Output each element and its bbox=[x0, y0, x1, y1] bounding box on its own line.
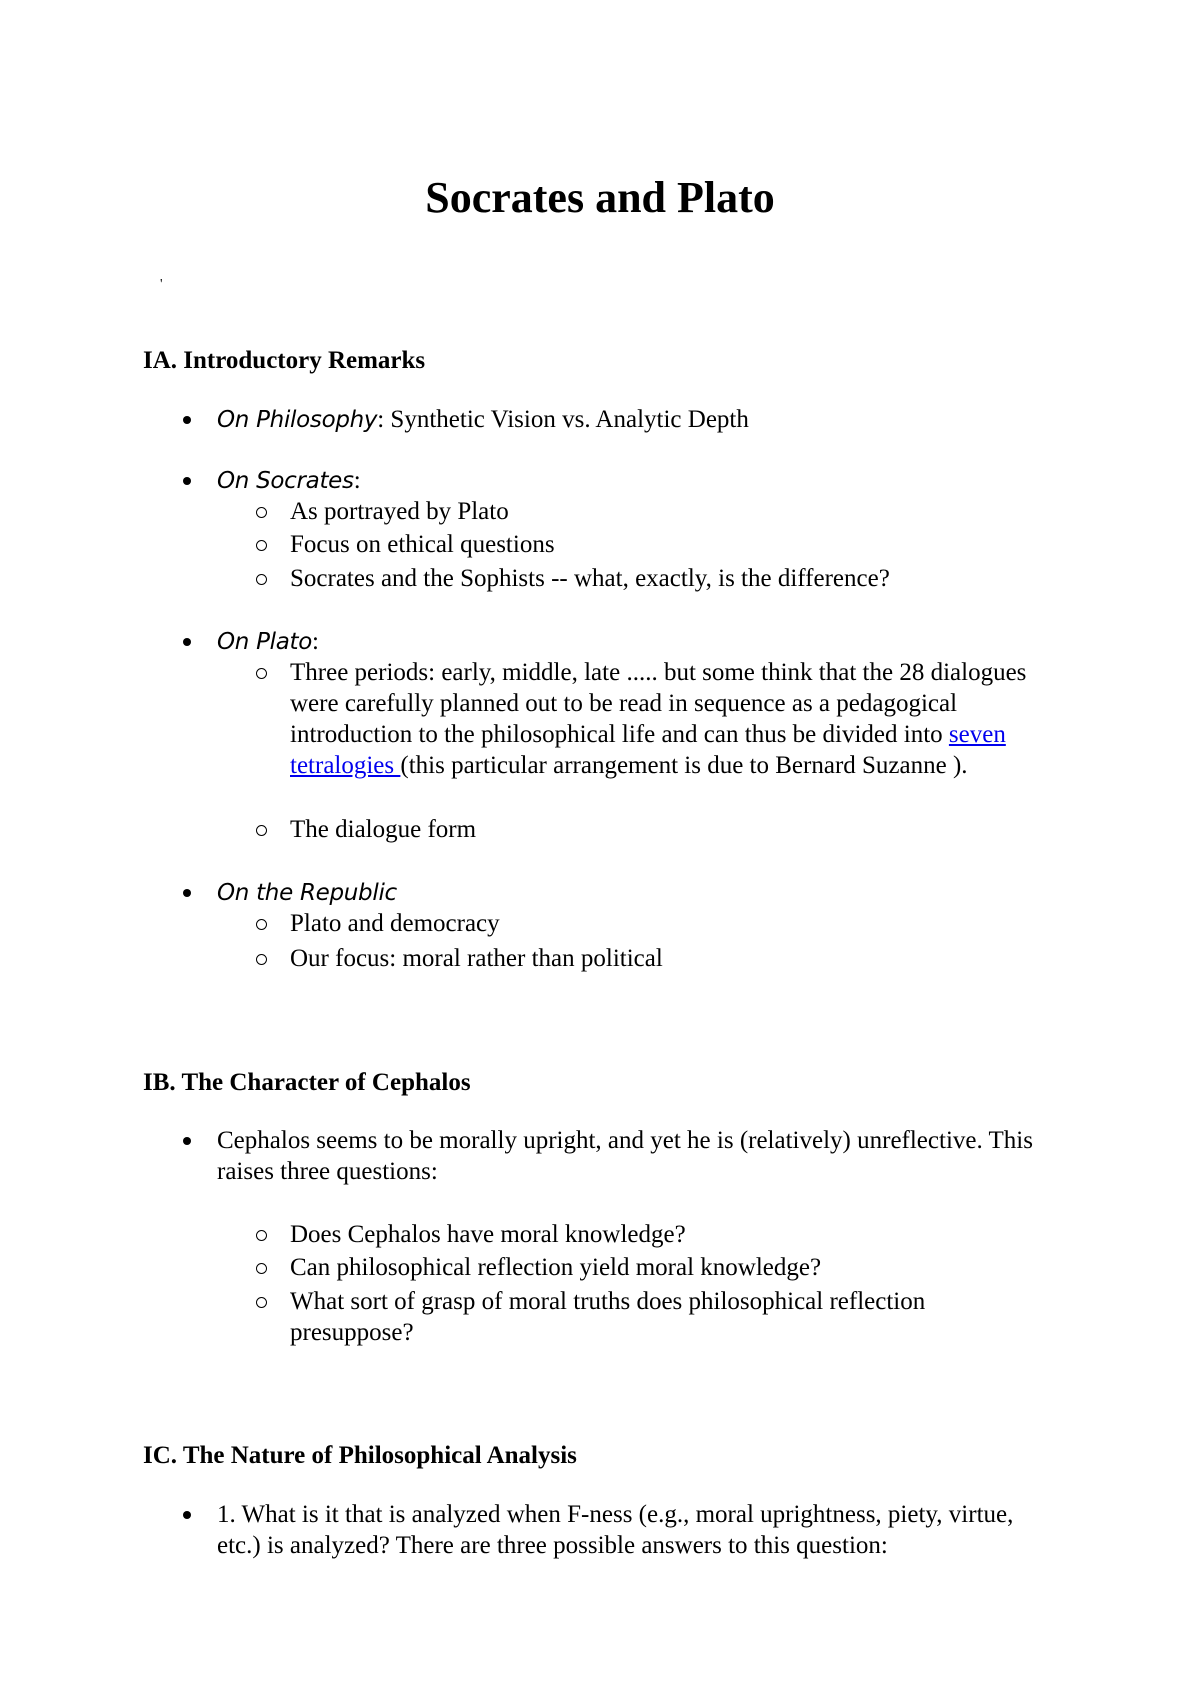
list-item-on-socrates bbox=[217, 465, 1097, 497]
on-plato-label: On Plato bbox=[217, 629, 313, 655]
list-item-analysis bbox=[217, 1499, 1057, 1561]
sub-item-text: Socrates and the Sophists -- what, exactly, is the difference? bbox=[290, 565, 890, 592]
sub-item-text: Our focus: moral rather than political bbox=[290, 945, 663, 972]
sub-item-text: As portrayed by Plato bbox=[290, 498, 509, 525]
colon: : bbox=[312, 628, 319, 655]
colon: : bbox=[353, 467, 361, 494]
sub-list-item-periods bbox=[290, 657, 1050, 781]
periods-text: Three periods: early, middle, late ..... but some think that the 28 dialogues were carefully planned out to be read in sequence as a pedagogical introduction to the philosophical life and can thus be divided into bbox=[290, 659, 1027, 748]
circle-bullet-icon bbox=[256, 1230, 267, 1241]
on-philosophy-label: On Philosophy bbox=[217, 407, 378, 433]
list-item-on-republic bbox=[217, 877, 1097, 909]
sub-list-item bbox=[290, 814, 1070, 845]
bullet-icon bbox=[183, 416, 191, 424]
sub-list-item bbox=[290, 1252, 1070, 1283]
section-heading-ia: IA. Introductory Remarks bbox=[143, 347, 426, 374]
sub-item-text: Focus on ethical questions bbox=[290, 531, 555, 558]
sub-item-text: Does Cephalos have moral knowledge? bbox=[290, 1221, 686, 1248]
sub-list-item bbox=[290, 943, 1070, 974]
circle-bullet-icon bbox=[256, 507, 267, 518]
section-heading-ib: IB. The Character of Cephalos bbox=[143, 1069, 471, 1096]
on-philosophy-text: : Synthetic Vision vs. Analytic Depth bbox=[377, 406, 749, 433]
sub-list-item bbox=[290, 529, 1070, 560]
seven-tetralogies-link[interactable]: seven tetralogies bbox=[290, 721, 1006, 779]
circle-bullet-icon bbox=[256, 540, 267, 551]
sub-item-text: Can philosophical reflection yield moral knowledge? bbox=[290, 1254, 822, 1281]
list-item-cephalos bbox=[217, 1125, 1087, 1187]
sub-list-item bbox=[290, 908, 1070, 939]
on-republic-label: On the Republic bbox=[217, 880, 397, 906]
periods-text-after: (this particular arrangement is due to Bernard Suzanne ). bbox=[400, 752, 968, 779]
circle-bullet-icon bbox=[256, 1263, 267, 1274]
analysis-question-text: 1. What is it that is analyzed when F-ness (e.g., moral uprightness, piety, virtue, etc.) is analyzed? There are three possible answers to this question: bbox=[217, 1501, 1014, 1559]
page-title: Socrates and Plato bbox=[425, 173, 775, 222]
stray-tick-mark: ' bbox=[160, 277, 163, 292]
on-socrates-label: On Socrates bbox=[217, 468, 354, 494]
circle-bullet-icon bbox=[256, 919, 267, 930]
sub-list-item bbox=[290, 1286, 1010, 1348]
bullet-icon bbox=[183, 1137, 191, 1145]
bullet-icon bbox=[183, 1511, 191, 1519]
bullet-icon bbox=[183, 889, 191, 897]
sub-list-item bbox=[290, 496, 1070, 527]
circle-bullet-icon bbox=[256, 1297, 267, 1308]
sub-item-text: The dialogue form bbox=[290, 816, 477, 843]
circle-bullet-icon bbox=[256, 574, 267, 585]
circle-bullet-icon bbox=[256, 954, 267, 965]
bullet-icon bbox=[183, 638, 191, 646]
sub-list-item bbox=[290, 563, 1070, 594]
cephalos-intro-text: Cephalos seems to be morally upright, and yet he is (relatively) unreflective. This raises three questions: bbox=[217, 1127, 1033, 1185]
bullet-icon bbox=[183, 477, 191, 485]
sub-list-item bbox=[290, 1219, 1070, 1250]
section-heading-ic: IC. The Nature of Philosophical Analysis bbox=[143, 1442, 577, 1469]
sub-item-text: What sort of grasp of moral truths does philosophical reflection presuppose? bbox=[290, 1288, 926, 1346]
sub-item-text: Plato and democracy bbox=[290, 910, 500, 937]
list-item-on-philosophy bbox=[217, 404, 1097, 436]
list-item-on-plato bbox=[217, 626, 1097, 658]
circle-bullet-icon bbox=[256, 825, 267, 836]
circle-bullet-icon bbox=[256, 668, 267, 679]
